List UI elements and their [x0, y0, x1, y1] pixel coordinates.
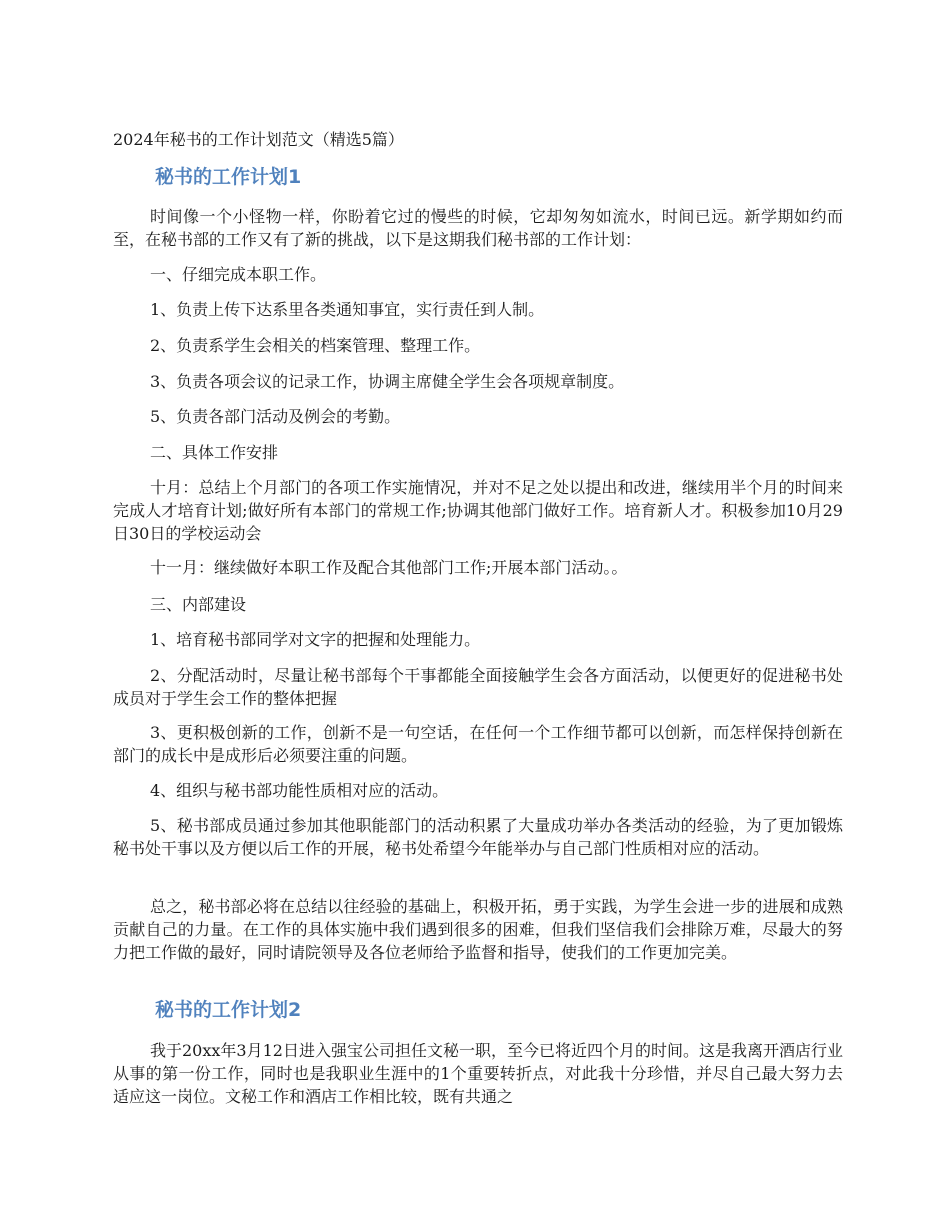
paragraph: 二、具体工作安排 — [150, 443, 279, 462]
paragraph: 5、负责各部门活动及例会的考勤。 — [150, 407, 401, 426]
section-heading-1: 秘书的工作计划1 — [155, 166, 302, 188]
paragraph: 我于20xx年3月12日进入强宝公司担任文秘一职，至今已将近四个月的时间。这是我离开酒店行业从事的第一份工作，同时也是我职业生涯中的1个重要转折点，对此我十分珍惜，并尽自己最大努力去适应这一岗位。文秘工作和酒店工作相比较，既有共通之 — [113, 1041, 843, 1106]
paragraph: 3、负责各项会议的记录工作，协调主席健全学生会各项规章制度。 — [150, 372, 625, 391]
paragraph: 3、更积极创新的工作，创新不是一句空话，在任何一个工作细节都可以创新，而怎样保持创新在部门的成长中是成形后必须要注重的问题。 — [113, 723, 843, 765]
paragraph: 十月：总结上个月部门的各项工作实施情况，并对不足之处以提出和改进，继续用半个月的时间来完成人才培育计划;做好所有本部门的常规工作;协调其他部门做好工作。培育新人才。积极参加10月29日30日的学校运动会 — [113, 478, 843, 543]
paragraph: 总之，秘书部必将在总结以往经验的基础上，积极开拓，勇于实践，为学生会进一步的进展和成熟贡献自己的力量。在工作的具体实施中我们遇到很多的困难，但我们坚信我们会排除万难，尽最大的努力把工作做的最好，同时请院领导及各位老师给予监督和指导，使我们的工作更加完美。 — [113, 897, 843, 962]
paragraph: 三、内部建设 — [150, 595, 247, 614]
paragraph: 一、仔细完成本职工作。 — [150, 265, 327, 284]
document-title: 2024年秘书的工作计划范文（精选5篇） — [113, 130, 404, 149]
paragraph: 1、培育秘书部同学对文字的把握和处理能力。 — [150, 630, 481, 649]
paragraph: 十一月：继续做好本职工作及配合其他部门工作;开展本部门活动。。 — [150, 558, 628, 577]
paragraph: 4、组织与秘书部功能性质相对应的活动。 — [150, 781, 449, 800]
paragraph: 2、分配活动时，尽量让秘书部每个干事都能全面接触学生会各方面活动，以便更好的促进秘书处成员对于学生会工作的整体把握 — [113, 666, 843, 708]
paragraph: 时间像一个小怪物一样，你盼着它过的慢些的时候，它却匆匆如流水，时间已远。新学期如约而至，在秘书部的工作又有了新的挑战，以下是这期我们秘书部的工作计划： — [113, 207, 843, 249]
paragraph: 5、秘书部成员通过参加其他职能部门的活动积累了大量成功举办各类活动的经验，为了更加锻炼秘书处干事以及方便以后工作的开展，秘书处希望今年能举办与自己部门性质相对应的活动。 — [113, 816, 843, 858]
paragraph: 2、负责系学生会相关的档案管理、整理工作。 — [150, 336, 481, 355]
section-heading-2: 秘书的工作计划2 — [155, 999, 302, 1021]
paragraph: 1、负责上传下达系里各类通知事宜，实行责任到人制。 — [150, 300, 545, 319]
